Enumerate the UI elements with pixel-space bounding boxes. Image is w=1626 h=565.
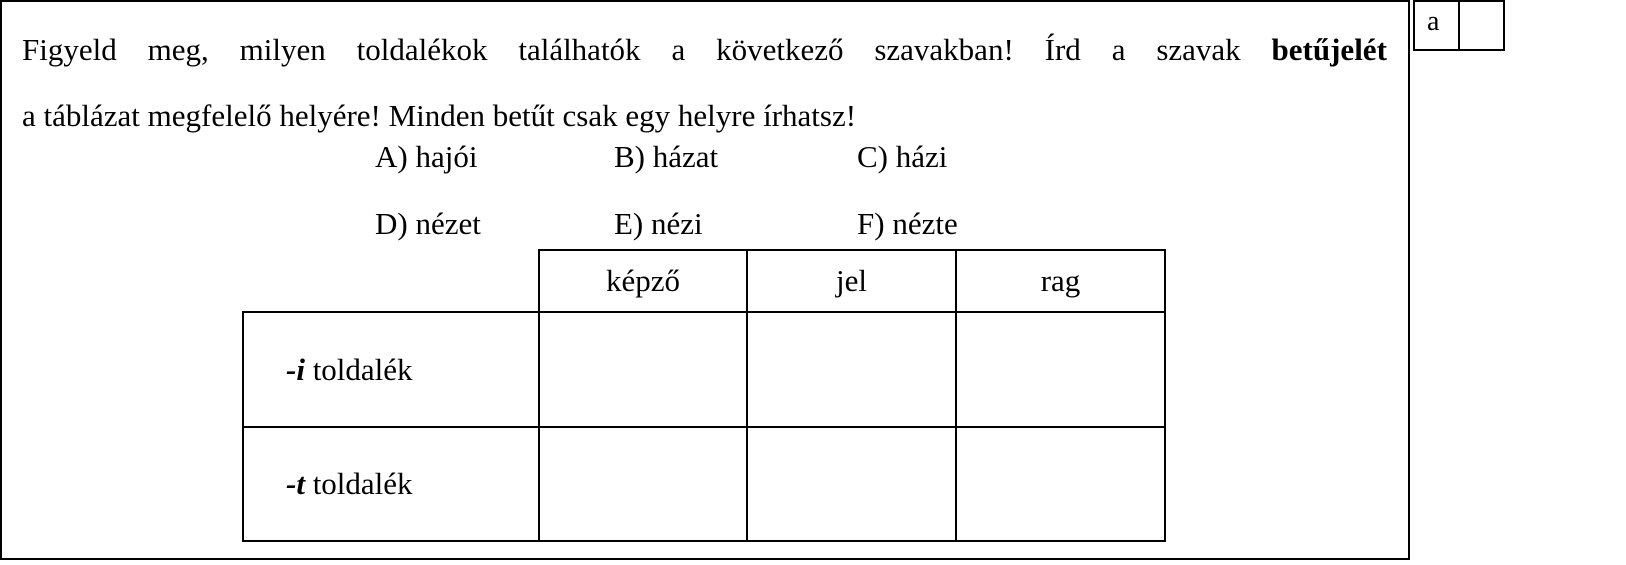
answer-cell-t-rag[interactable] (957, 428, 1164, 540)
word-letter: D) (375, 206, 408, 241)
answer-cell-i-kepzo[interactable] (540, 313, 746, 426)
instruction-word: a (1111, 32, 1126, 67)
answer-cell-i-jel[interactable] (748, 313, 955, 426)
score-box (1413, 0, 1505, 51)
word-text: nézi (651, 206, 703, 241)
instruction-line-2: a táblázat megfelelő helyére! Minden betűt csak egy helyre írhatsz! (22, 98, 857, 133)
instruction-bold-word: betűjelét (1271, 32, 1387, 67)
table-line (1164, 249, 1166, 542)
word-text: nézet (415, 206, 481, 241)
column-header-rag: rag (1040, 263, 1081, 298)
word-option-e (614, 204, 703, 244)
instruction-word: szavakban! (874, 32, 1014, 67)
word-option-d (375, 204, 481, 244)
answer-cell-t-kepzo[interactable] (540, 428, 746, 540)
word-letter: B) (614, 139, 645, 174)
instruction-word: szavak (1156, 32, 1241, 67)
row-label-t (244, 428, 538, 540)
word-letter: A) (375, 139, 408, 174)
word-letter: E) (614, 206, 644, 241)
instruction-word: Figyeld (22, 32, 117, 67)
word-option-f (857, 204, 958, 244)
word-letter: F) (857, 206, 885, 241)
answer-cell-t-jel[interactable] (748, 428, 955, 540)
row-label-text: toldalék (312, 351, 413, 387)
column-header-jel: jel (836, 263, 867, 298)
instruction-line-1 (22, 30, 1387, 70)
word-text: nézte (892, 206, 958, 241)
word-option-b (614, 137, 718, 177)
instruction-word: következő (716, 32, 844, 67)
score-input-box[interactable] (1460, 2, 1503, 49)
word-option-c (857, 137, 947, 177)
instruction-word: a (671, 32, 686, 67)
row-label-i (244, 313, 538, 426)
instruction-word: meg, (147, 32, 209, 67)
word-option-a (375, 137, 477, 177)
score-label: a (1415, 2, 1460, 49)
answer-cell-i-rag[interactable] (957, 313, 1164, 426)
word-text: házat (652, 139, 719, 174)
suffix-text: -t (286, 466, 305, 501)
word-letter: C) (857, 139, 888, 174)
instruction-word: találhatók (518, 32, 641, 67)
instruction-word: Írd (1044, 32, 1081, 67)
table-line (242, 540, 1166, 542)
instruction-word: toldalékok (356, 32, 488, 67)
suffix-text: -i (286, 351, 305, 387)
word-text: hajói (415, 139, 478, 174)
row-label-text: toldalék (312, 466, 413, 501)
word-text: házi (895, 139, 948, 174)
column-header-kepzo: képző (605, 263, 681, 298)
instruction-word: milyen (239, 32, 326, 67)
